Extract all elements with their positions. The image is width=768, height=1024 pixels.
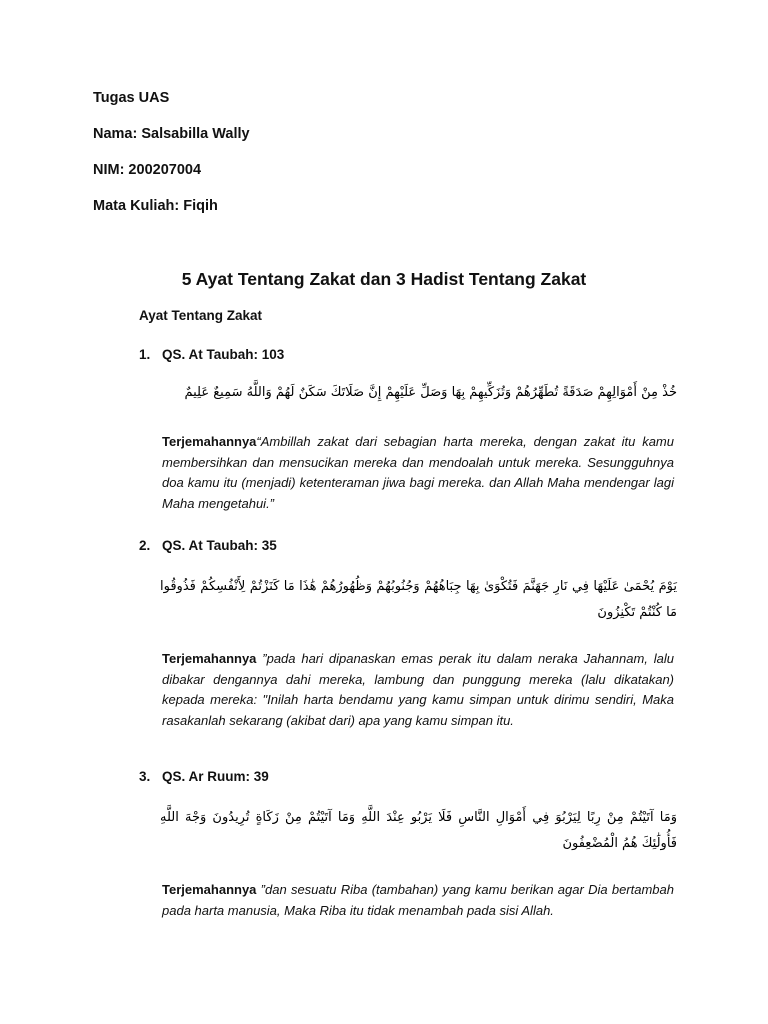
translation-text: ”pada hari dipanaskan emas perak itu dalam neraka Jahannam, lalu dibakar dengannya dahi mereka, lambung dan punggung mereka (lalu dikatakan) kepada mereka: "Inilah harta bendamu yang kamu simpan untuk dirimu sendiri, Maka rasakanlah sekarang (akibat dari) apa yang kamu simpan itu.: [162, 651, 674, 728]
arabic-verse: يَوْمَ يُحْمَىٰ عَلَيْهَا فِي نَارِ جَهَنَّمَ فَتُكْوَىٰ بِهَا جِبَاهُهُمْ وَجُنُوبُهُمْ وَظُهُورُهُمْ هَٰذَا مَا كَنَزْتُمْ لِأَنْفُسِكُمْ فَذُوقُوا مَا كُنْتُمْ تَكْنِزُونَ: [160, 579, 677, 620]
student-nim: NIM: 200207004: [93, 162, 202, 178]
item-number: 2.: [139, 538, 151, 553]
item-heading: [139, 347, 284, 362]
item-heading: [139, 538, 277, 553]
arabic-verse: خُذْ مِنْ أَمْوَالِهِمْ صَدَقَةً تُطَهِّرُهُمْ وَتُزَكِّيهِمْ بِهَا وَصَلِّ عَلَيْهِمْ إِنَّ صَلَاتَكَ سَكَنٌ لَهُمْ وَاللَّهُ سَمِيعٌ عَلِيمٌ: [184, 385, 677, 400]
translation-text: “Ambillah zakat dari sebagian harta mereka, dengan zakat itu kamu membersihkan dan mensucikan mereka dan mendoalah untuk mereka. Sesungguhnya doa kamu itu (menjadi) ketenteraman jiwa bagi mereka. dan Allah Maha mendengar lagi Maha mengetahui.”: [162, 434, 674, 511]
arabic-verse: وَمَا آتَيْتُمْ مِنْ رِبًا لِيَرْبُوَ فِي أَمْوَالِ النَّاسِ فَلَا يَرْبُو عِنْدَ اللَّهِ وَمَا آتَيْتُمْ مِنْ زَكَاةٍ تُرِيدُونَ وَجْهَ اللَّهِ فَأُولَٰئِكَ هُمُ الْمُضْعِفُونَ: [160, 810, 677, 851]
assignment-title: Tugas UAS: [93, 90, 170, 106]
translation: [162, 432, 674, 514]
translation-label: Terjemahannya: [162, 651, 257, 666]
translation-text: ”dan sesuatu Riba (tambahan) yang kamu berikan agar Dia bertambah pada harta manusia, Maka Riba itu tidak menambah pada sisi Allah.: [162, 882, 674, 918]
translation: [162, 880, 674, 921]
item-title: QS. At Taubah: 35: [162, 538, 277, 553]
item-title: QS. Ar Ruum: 39: [162, 769, 269, 784]
translation-label: Terjemahannya: [162, 882, 257, 897]
item-title: QS. At Taubah: 103: [162, 347, 285, 362]
section-label: Ayat Tentang Zakat: [139, 308, 263, 323]
translation-label: Terjemahannya: [162, 434, 257, 449]
document-title: 5 Ayat Tentang Zakat dan 3 Hadist Tentang Zakat: [181, 269, 587, 289]
item-heading: [139, 769, 269, 784]
item-number: 3.: [139, 769, 151, 784]
student-name: Nama: Salsabilla Wally: [93, 126, 250, 142]
translation: [162, 649, 674, 731]
item-number: 1.: [139, 347, 151, 362]
course-name: Mata Kuliah: Fiqih: [93, 198, 218, 214]
